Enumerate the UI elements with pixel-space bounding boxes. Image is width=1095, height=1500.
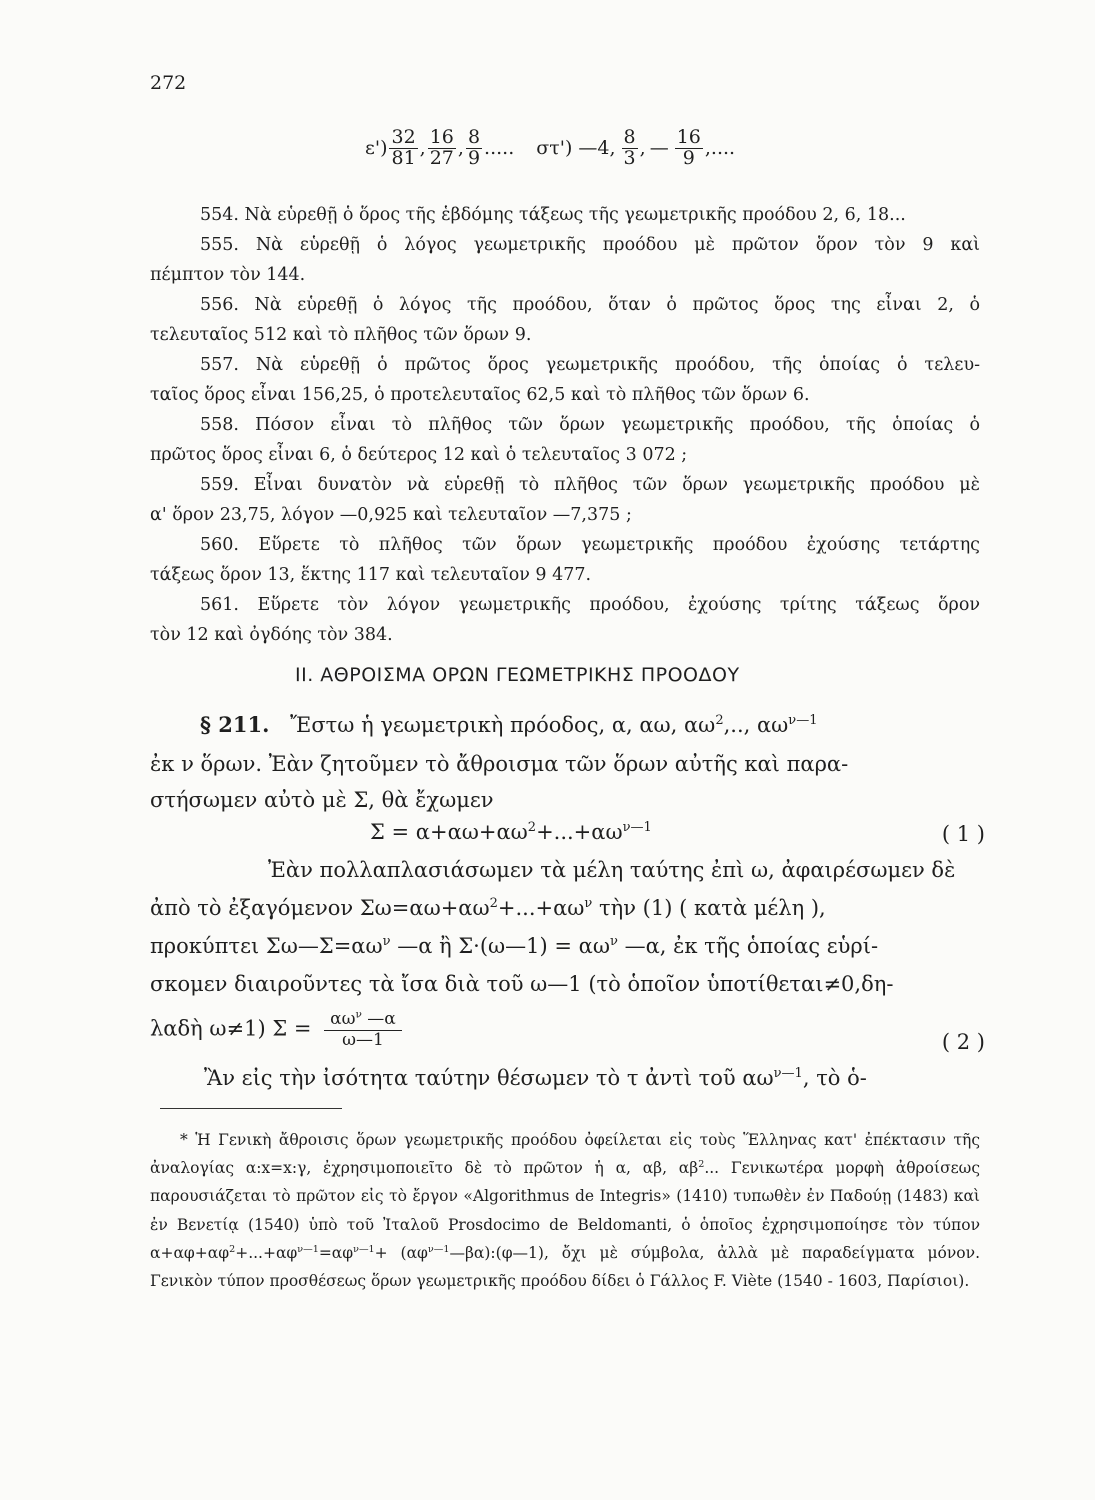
body-text: —α, ἐκ τῆς ὁποίας εὑρί-	[617, 934, 879, 958]
superscript: 2	[715, 713, 724, 728]
numerator-text: αω	[330, 1009, 356, 1029]
footnote	[150, 1126, 980, 1295]
denominator: 9	[682, 146, 695, 169]
fraction	[466, 128, 482, 169]
exercise-557	[150, 350, 980, 410]
exercise-text: 555. Νὰ εὑρεθῇ ὁ λόγος γεωμετρικῆς προόδου μὲ πρῶτον ὅρον τὸν 9 καὶ	[200, 235, 980, 255]
numerator: 8	[467, 126, 481, 148]
exercise-555	[150, 230, 980, 290]
numerator: 32	[391, 126, 416, 148]
numerator: 16	[429, 126, 454, 148]
dots: .....	[484, 137, 515, 160]
exercise-560	[150, 530, 980, 590]
body-line	[150, 896, 826, 920]
equation-1	[370, 820, 652, 844]
superscript: ν—1	[427, 1243, 450, 1255]
fraction	[389, 128, 417, 169]
body-text: ,.., αω	[723, 713, 789, 737]
body-text: , τὸ ὁ-	[802, 1066, 867, 1090]
equation-text: Σ = α+αω+αω	[370, 820, 528, 844]
fraction-sequences: ε') $\frac{32}{81}$ , $\frac{16}{27}$ , $\frac{8}{9}$ ..... στ') —4, $\frac{8}{3}$ , — $\frac{16}{9}$ ,....	[365, 126, 736, 169]
fraction	[622, 128, 638, 169]
exercise-text: 558. Πόσον εἶναι τὸ πλῆθος τῶν ὅρων γεωμετρικῆς προόδου, τῆς ὁποίας ὁ	[200, 415, 980, 435]
page-number: 272	[150, 72, 187, 94]
body-text: τὴν (1) ( κατὰ μέλη ),	[592, 896, 826, 920]
footnote-text: * Ἡ Γενικὴ ἄθροισις ὅρων γεωμετρικῆς προόδου ὀφείλεται εἰς τοὺς Ἕλληνας κατ' ἐπέκτασιν τῆς ἀναλογίας α:x=x:γ, ἐχρησιμοποιεῖτο δὲ τὸ πρῶτον ἡ α, αβ, αβ	[150, 1131, 980, 1178]
superscript: ν—1	[773, 1066, 803, 1081]
dots: ,....	[704, 137, 736, 160]
sum-fraction	[324, 1010, 402, 1050]
equation-text: λαδὴ ω≠1) Σ =	[150, 1016, 312, 1041]
footnote-text: + (αφ	[374, 1243, 428, 1262]
footnote-text: ... Γενικωτέρα μορφὴ ἀθροίσεως παρουσιάζεται τὸ πρῶτον εἰς τὸ ἔργον «Algorithmus de Integris» (1410) τυπωθὲν ἐν Παδούῃ (1483) καὶ ἐν Βενετίᾳ (1540) ὑπὸ τοῦ Ἰταλοῦ Prosdocimo de Beldomanti, ὁ ὁποῖος ἐχρησιμοποίησε τὸν τύπον α+αφ+αφ	[150, 1159, 981, 1262]
exercise-text: 554. Νὰ εὑρεθῇ ὁ ὅρος τῆς ἑβδόμης τάξεως τῆς γεωμετρικῆς προόδου 2, 6, 18...	[200, 205, 906, 225]
exercise-text-cont: πρῶτος ὅρος εἶναι 6, ὁ δεύτερος 12 καὶ ὁ τελευταῖος 3 072 ;	[150, 445, 688, 465]
body-line: σκομεν διαιροῦντες τὰ ἴσα διὰ τοῦ ω—1 (τὸ ὁποῖον ὑποτίθεται≠0,δη-	[150, 972, 894, 996]
exercise-text-cont: τὸν 12 καὶ ὀγδόης τὸν 384.	[150, 625, 393, 645]
minus-sign: —	[649, 137, 669, 160]
exercise-556	[150, 290, 980, 350]
body-text: προκύπτει Σω—Σ=αω	[150, 934, 383, 958]
equation-number-2: ( 2 )	[941, 1030, 985, 1054]
footnote-text: —βα):(φ—1), ὄχι μὲ σύμβολα, ἀλλὰ μὲ παραδείγματα μόνον. Γενικὸν τύπον προσθέσεως ὅρων γεωμετρικῆς προόδου δίδει ὁ Γάλλος F. Viète (1540 - 1603, Παρίσιοι).	[150, 1243, 980, 1291]
superscript: ν—1	[353, 1243, 375, 1255]
superscript: 2	[489, 896, 498, 911]
denominator: 3	[623, 146, 636, 169]
superscript: ν	[382, 934, 391, 949]
footnote-text: +...+αφ	[235, 1243, 298, 1262]
exercise-558	[150, 410, 980, 470]
equation-2	[150, 1010, 402, 1050]
equation-number-1: ( 1 )	[941, 822, 985, 846]
superscript: ν	[609, 934, 618, 949]
denominator: 9	[467, 146, 481, 169]
numerator: 8	[623, 126, 636, 148]
section-mark: § 211.	[200, 712, 270, 737]
label-e: ε')	[365, 137, 388, 160]
body-text: Ἔστω ἡ γεωμετρικὴ πρόοδος, α, αω, αω	[290, 713, 716, 737]
superscript: ν—1	[622, 820, 652, 835]
denominator: 81	[391, 146, 416, 169]
exercise-text-cont: τελευταῖος 512 καὶ τὸ πλῆθος τῶν ὅρων 9.	[150, 325, 532, 345]
body-text: ἀπὸ τὸ ἐξαγόμενον Σω=αω+αω	[150, 896, 490, 920]
exercise-text: 561. Εὕρετε τὸν λόγον γεωμετρικῆς προόδου, ἐχούσης τρίτης τάξεως ὅρον	[200, 595, 980, 615]
body-line	[200, 712, 818, 737]
superscript: ν—1	[297, 1243, 319, 1255]
body-text: Ἂν εἰς τὴν ἰσότητα ταύτην θέσωμεν τὸ τ ἀντὶ τοῦ αω	[204, 1066, 774, 1090]
numerator: 16	[676, 126, 701, 148]
superscript: ν—1	[788, 713, 818, 728]
exercise-text: 557. Νὰ εὑρεθῇ ὁ πρῶτος ὅρος γεωμετρικῆς προόδου, τῆς ὁποίας ὁ τελευ-	[200, 355, 980, 375]
footnote-text: =αφ	[318, 1243, 354, 1262]
section-title: ΙΙ. ΑΘΡΟΙΣΜΑ ΟΡΩΝ ΓΕΩΜΕΤΡΙΚΗΣ ΠΡΟΟΔΟΥ	[295, 664, 740, 686]
equation-text: +...+αω	[536, 820, 623, 844]
body-line: στήσωμεν αὐτὸ μὲ Σ, θὰ ἔχωμεν	[150, 788, 494, 812]
numerator-text: —α	[361, 1009, 396, 1029]
exercise-text: 560. Εὕρετε τὸ πλῆθος τῶν ὅρων γεωμετρικῆς προόδου ἐχούσης τετάρτης	[200, 535, 980, 555]
body-line: ἐκ ν ὅρων. Ἐὰν ζητοῦμεν τὸ ἄθροισμα τῶν ὅρων αὐτῆς καὶ παρα-	[150, 752, 849, 776]
superscript: ν	[355, 1008, 362, 1021]
footnote-divider	[160, 1108, 342, 1109]
superscript: 2	[527, 820, 537, 835]
exercise-text-cont: α' ὅρον 23,75, λόγον —0,925 καὶ τελευταῖον —7,375 ;	[150, 505, 632, 525]
fraction	[428, 128, 456, 169]
exercise-text: 556. Νὰ εὑρεθῇ ὁ λόγος τῆς προόδου, ὅταν ὁ πρῶτος ὅρος της εἶναι 2, ὁ	[200, 295, 980, 315]
exercise-559	[150, 470, 980, 530]
exercise-text-cont: ταῖος ὅρος εἶναι 156,25, ὁ προτελευταῖος 62,5 καὶ τὸ πλῆθος τῶν ὅρων 6.	[150, 385, 810, 405]
exercise-554	[150, 200, 980, 230]
superscript: 2	[698, 1159, 705, 1171]
exercise-text-cont: πέμπτον τὸν 144.	[150, 265, 306, 285]
body-line: Ἐὰν πολλαπλασιάσωμεν τὰ μέλη ταύτης ἐπὶ ω, ἀφαιρέσωμεν δὲ	[268, 858, 956, 882]
denominator: ω—1	[342, 1029, 384, 1050]
fraction	[675, 128, 703, 169]
superscript: 2	[229, 1243, 236, 1255]
denominator: 27	[429, 146, 454, 169]
label-st: στ') —4,	[536, 137, 616, 160]
numerator	[324, 1010, 402, 1031]
body-text: —α ἢ Σ·(ω—1) = αω	[390, 934, 610, 958]
exercise-561	[150, 590, 980, 650]
body-line	[204, 1066, 867, 1090]
exercise-text: 559. Εἶναι δυνατὸν νὰ εὑρεθῇ τὸ πλῆθος τῶν ὅρων γεωμετρικῆς προόδου μὲ	[200, 475, 980, 495]
exercise-text-cont: τάξεως ὅρον 13, ἕκτης 117 καὶ τελευταῖον 9 477.	[150, 565, 592, 585]
body-text: +...+αω	[497, 896, 585, 920]
body-line	[150, 934, 878, 958]
superscript: ν	[584, 896, 593, 911]
